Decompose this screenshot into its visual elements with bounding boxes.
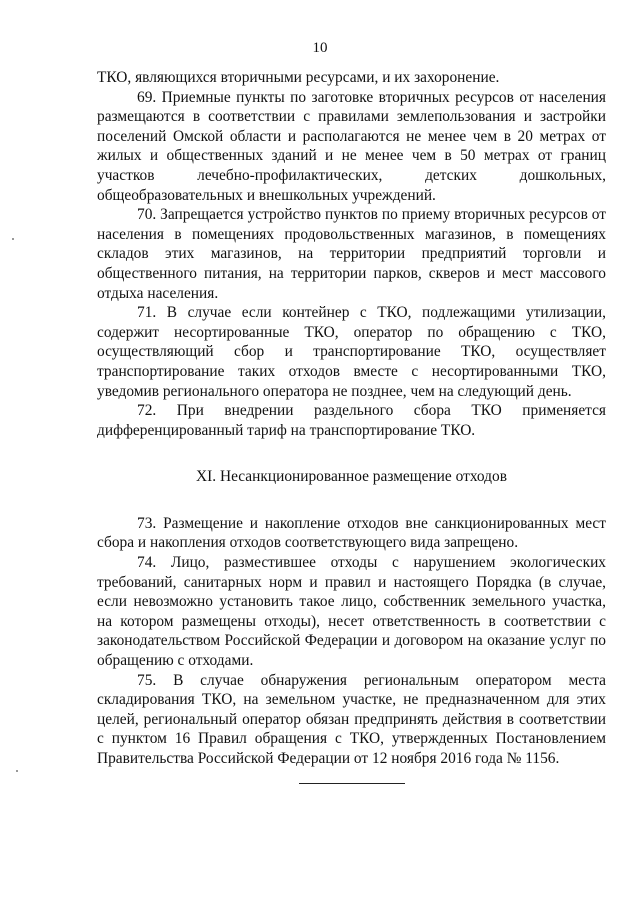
scan-speck xyxy=(16,770,18,772)
paragraph-75: 75. В случае обнаружения региональным оператором места складирования ТКО, на земельном участке, не предназначенном для этих целей, региональный оператор обязан предпринять действия в соответствии с пунктом 16 Правил обращения с ТКО, утвержденных Постановлением Правительства Российской Федерации от 12 ноября 2016 года № 1156. xyxy=(97,671,606,767)
scan-speck xyxy=(12,238,14,240)
paragraph-73: 73. Размещение и накопление отходов вне санкционированных мест сбора и накопления отходов соответствующего вида запрещено. xyxy=(97,514,606,552)
page-number: 10 xyxy=(312,40,328,56)
paragraph-71: 71. В случае если контейнер с ТКО, подлежащими утилизации, содержит несортированные ТКО, оператор по обращению с ТКО, осуществляющий сбор и транспортирование ТКО, осуществляет транспортирование таких отходов вместе с несортированными ТКО, уведомив регионального оператора не позднее, чем на следующий день. xyxy=(97,304,606,400)
paragraph-69: 69. Приемные пункты по заготовке вторичных ресурсов от населения размещаются в соответствии с правилами землепользования и застройки поселений Омской области и располагаются не менее чем в 20 метрах от жилых и общественных зданий и не менее чем в 50 метрах от границ участков лечебно-профилактических, детских дошкольных, общеобразовательных и внешкольных учреждений. xyxy=(97,88,606,204)
document-body xyxy=(97,68,606,784)
paragraph-72: 72. При внедрении раздельного сбора ТКО применяется дифференцированный тариф на транспортирование ТКО. xyxy=(97,402,606,439)
section-heading: XI. Несанкционированное размещение отходов xyxy=(196,468,507,486)
paragraph-74: 74. Лицо, разместившее отходы с нарушением экологических требований, санитарных норм и правил и настоящего Порядка (в случае, если невозможно установить такое лицо, собственник земельного участка, на котором размещены отходы), несет ответственность в соответствии с законодательством Российской Федерации и договором на оказание услуг по обращению с отходами. xyxy=(97,554,606,670)
closing-rule xyxy=(299,783,405,784)
paragraph-continuation: ТКО, являющихся вторичными ресурсами, и их захоронение. xyxy=(97,69,500,86)
paragraph-70: 70. Запрещается устройство пунктов по приему вторичных ресурсов от населения в помещениях продовольственных магазинов, в помещениях складов этих магазинов, на территории предприятий торговли и общественного питания, на территории парков, скверов и мест массового отдыха населения. xyxy=(97,206,606,302)
